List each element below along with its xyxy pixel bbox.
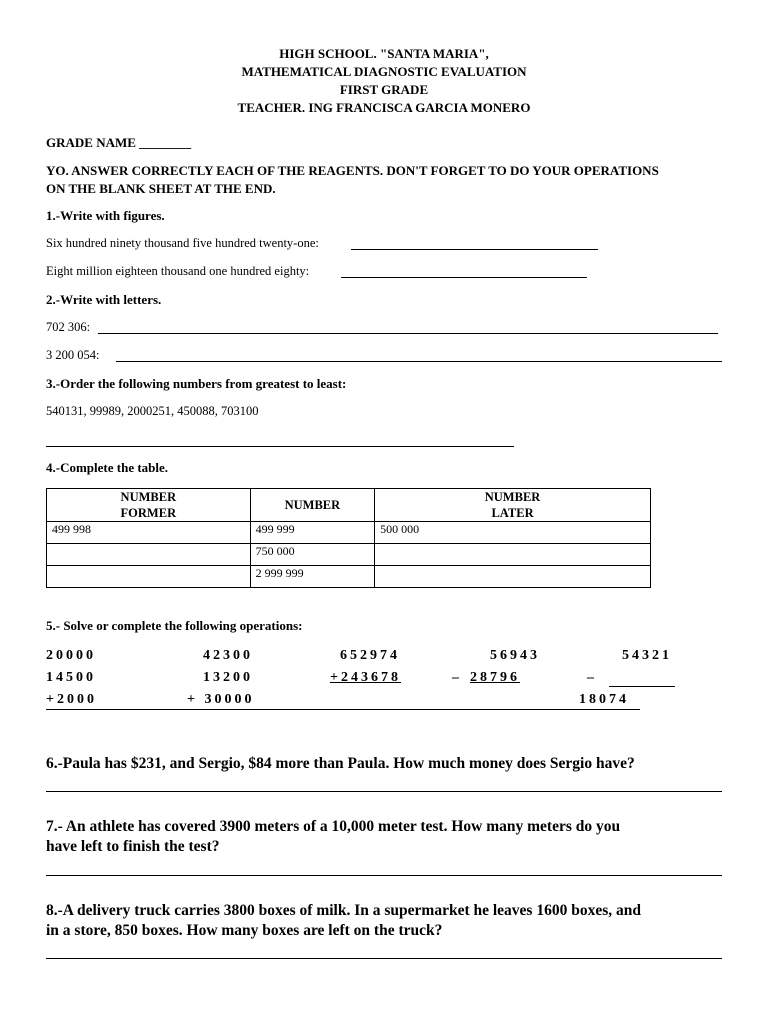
cell-former[interactable] (47, 544, 251, 566)
q2-item-1: 702 306: (46, 320, 91, 334)
op2-addend-1: 42300 (203, 648, 253, 663)
q2-title: 2.-Write with letters. (46, 292, 162, 307)
evaluation-title: MATHEMATICAL DIAGNOSTIC EVALUATION (241, 64, 527, 79)
grade-level: FIRST GRADE (339, 82, 429, 97)
cell-former[interactable]: 499 998 (47, 522, 251, 544)
cell-number: 2 999 999 (250, 566, 374, 588)
grade-name-field[interactable]: GRADE NAME ________ (46, 135, 192, 150)
number-table (46, 488, 651, 588)
op1-addend-3: +2000 (46, 692, 97, 707)
op4-minuend: 56943 (490, 648, 540, 663)
cell-number: 750 000 (250, 544, 374, 566)
header-former: NUMBER FORMER (47, 489, 251, 522)
op1-addend-2: 14500 (46, 670, 96, 685)
q3-numbers: 540131, 99989, 2000251, 450088, 703100 (46, 404, 259, 418)
operations-underline (46, 709, 640, 710)
cell-later[interactable] (375, 566, 651, 588)
q7-line-2: have left to finish the test? (46, 838, 220, 855)
op3-addend-1: 652974 (340, 648, 400, 663)
q7-line-1: 7.- An athlete has covered 3900 meters of a 10,000 meter test. How many meters do you (46, 818, 621, 835)
cell-later[interactable]: 500 000 (375, 522, 651, 544)
cell-number: 499 999 (250, 522, 374, 544)
header-later: NUMBER LATER (375, 489, 651, 522)
op4-minus-sign: – (452, 670, 462, 685)
instructions-line-1: YO. ANSWER CORRECTLY EACH OF THE REAGENTS. DON'T FORGET TO DO YOUR OPERATIONS (46, 163, 659, 178)
q8-line-2: in a store, 850 boxes. How many boxes are left on the truck? (46, 922, 443, 939)
op4-subtrahend: 28796 (470, 670, 520, 685)
q7-answer-line[interactable] (46, 875, 722, 876)
q1-title: 1.-Write with figures. (46, 208, 165, 223)
q2-item-2: 3 200 054: (46, 348, 100, 362)
op5-minuend: 54321 (622, 648, 672, 663)
cell-later[interactable] (375, 544, 651, 566)
instructions-line-2: ON THE BLANK SHEET AT THE END. (46, 181, 276, 196)
op5-result: 18074 (579, 692, 629, 707)
q6-text: 6.-Paula has $231, and Sergio, $84 more than Paula. How much money does Sergio have? (46, 755, 635, 772)
teacher-name: TEACHER. ING FRANCISCA GARCIA MONERO (237, 100, 531, 115)
q2-answer-line-2[interactable] (116, 361, 722, 362)
q6-answer-line[interactable] (46, 791, 722, 792)
op3-addend-2: +243678 (330, 670, 401, 685)
q3-answer-line[interactable] (46, 446, 514, 447)
q1-item-1: Six hundred ninety thousand five hundred twenty-one: (46, 236, 319, 250)
header-number: NUMBER (250, 489, 374, 522)
q5-title: 5.- Solve or complete the following operations: (46, 618, 303, 633)
q1-answer-line-1[interactable] (351, 249, 598, 250)
op2-addend-3: + 30000 (187, 692, 255, 707)
q4-title: 4.-Complete the table. (46, 460, 169, 475)
op2-addend-2: 13200 (203, 670, 253, 685)
q1-item-2: Eight million eighteen thousand one hundred eighty: (46, 264, 310, 278)
q1-answer-line-2[interactable] (341, 277, 587, 278)
q3-title: 3.-Order the following numbers from greatest to least: (46, 376, 347, 391)
school-name: HIGH SCHOOL. "SANTA MARIA", (279, 46, 489, 61)
q2-answer-line-1[interactable] (98, 333, 718, 334)
op1-addend-1: 20000 (46, 648, 96, 663)
q8-answer-line[interactable] (46, 958, 722, 959)
q8-line-1: 8.-A delivery truck carries 3800 boxes of milk. In a supermarket he leaves 1600 boxes, and (46, 902, 641, 919)
cell-former[interactable] (47, 566, 251, 588)
op5-blank-line[interactable] (609, 686, 675, 687)
op5-minus-sign: – (587, 670, 597, 685)
